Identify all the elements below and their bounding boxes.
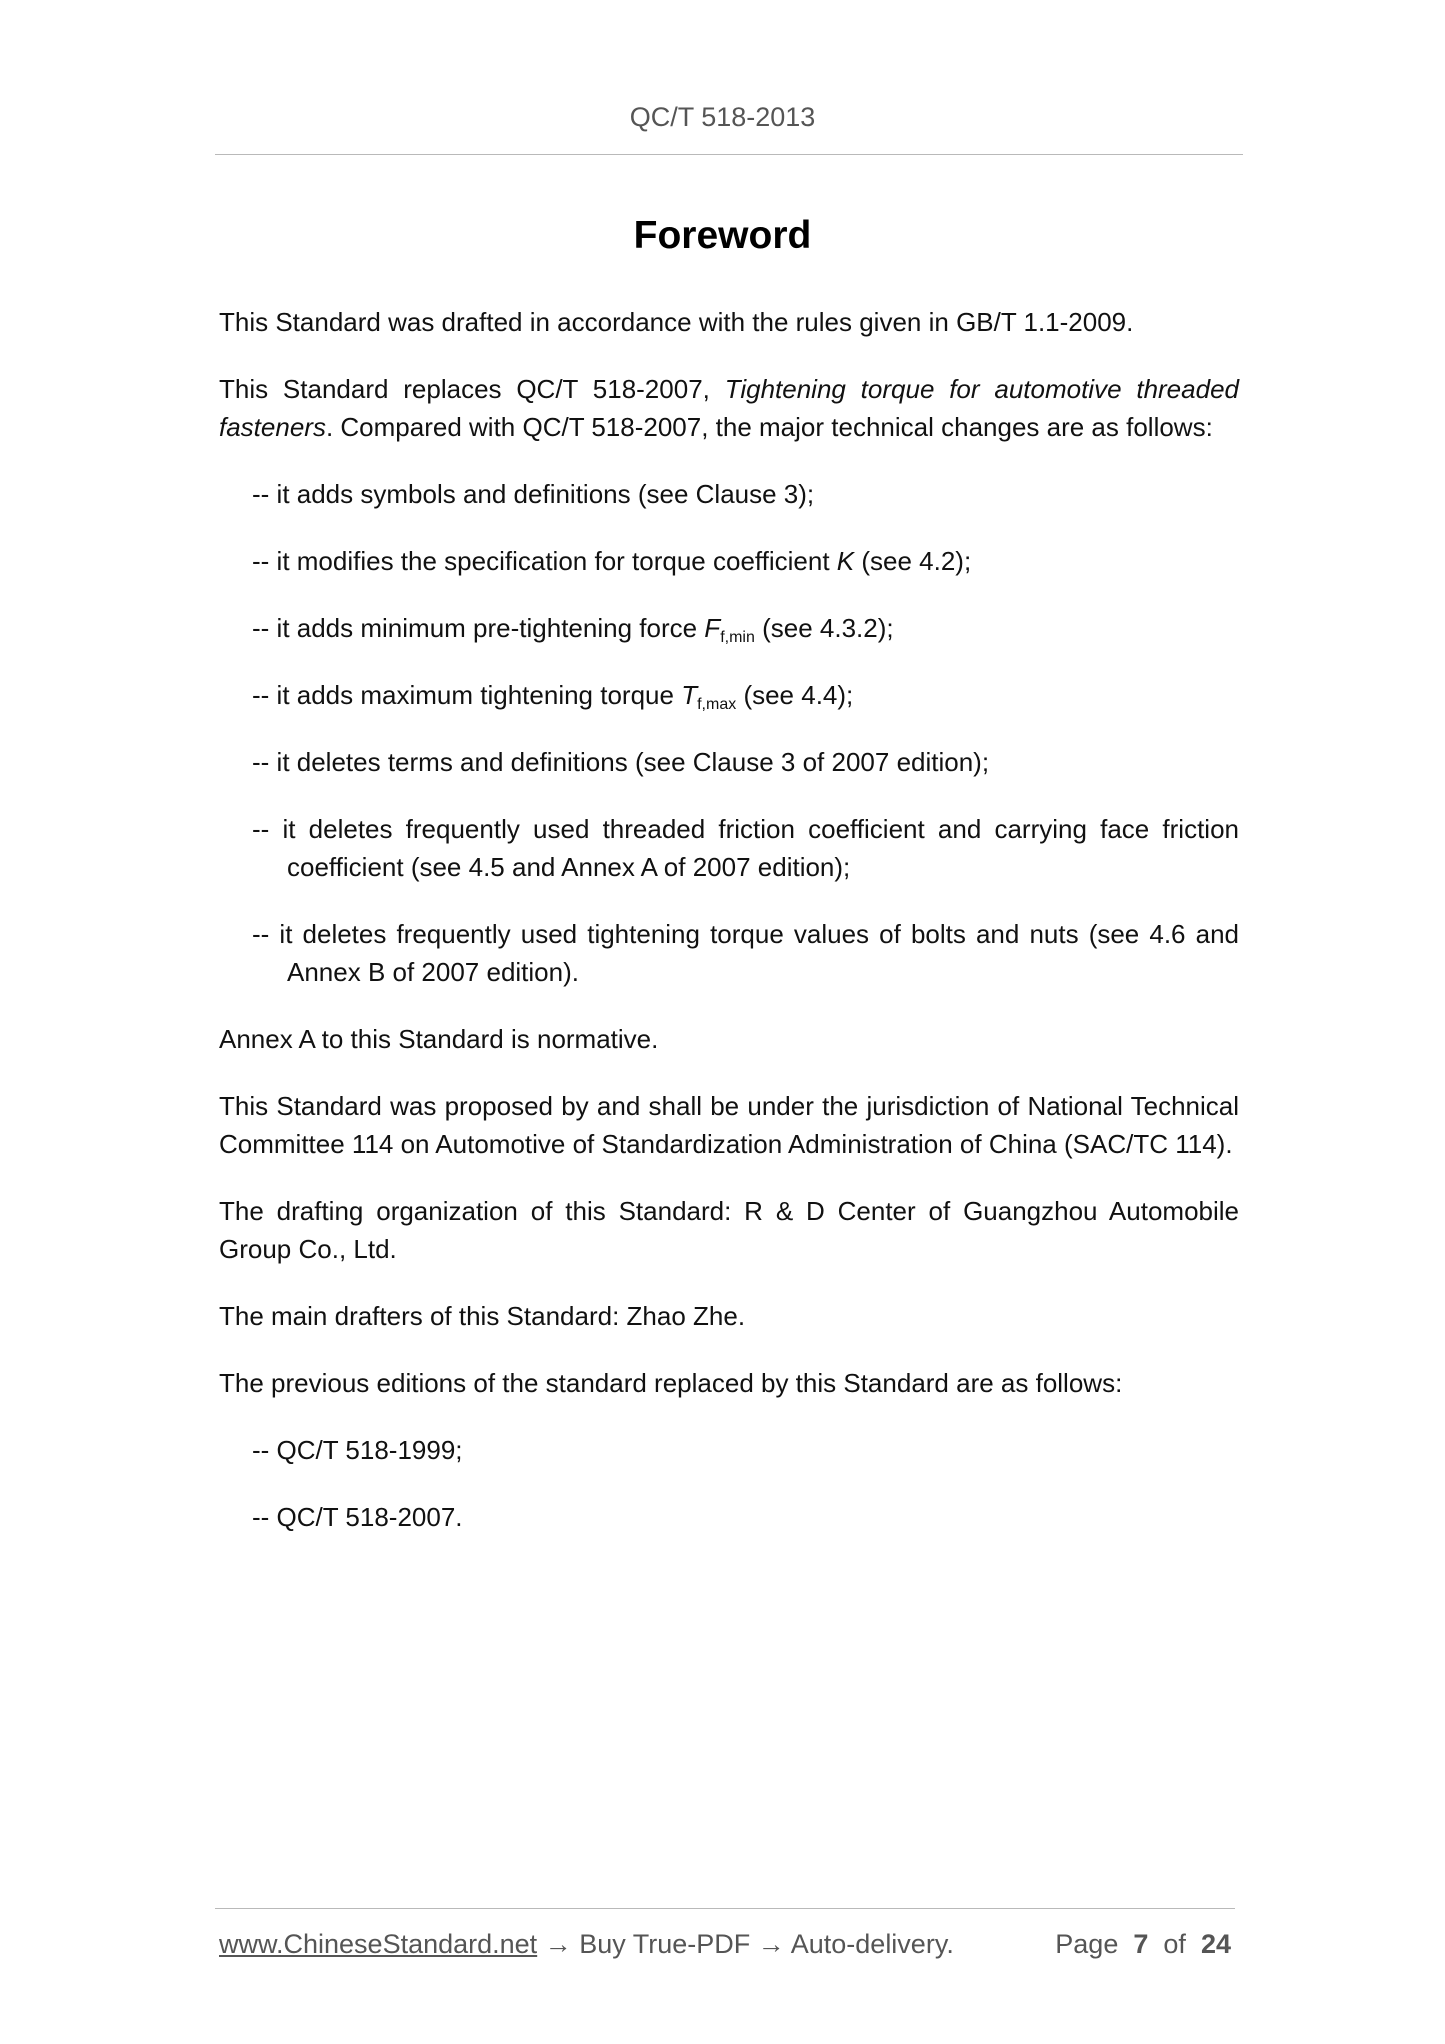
list-item — [219, 542, 1239, 580]
page-total: 24 — [1200, 1929, 1231, 1959]
change-text-after: (see 4.2); — [854, 546, 972, 576]
change-text-before: -- it modifies the specification for torque coefficient — [252, 546, 837, 576]
list-item — [219, 609, 1239, 647]
previous-editions-list — [219, 1431, 1239, 1536]
change-text-after: (see 4.4); — [736, 680, 854, 710]
replaced-standard-title: Tightening torque for automotive threaded fasteners — [219, 374, 1239, 442]
list-item: -- it deletes frequently used threaded friction coefficient and carrying face friction coefficient (see 4.5 and Annex A of 2007 edition); — [252, 814, 1239, 882]
header-divider — [215, 154, 1243, 155]
paragraph-drafting-rules: This Standard was drafted in accordance with the rules given in GB/T 1.1-2009. — [219, 307, 1134, 337]
symbol-torque-coefficient: K — [836, 546, 855, 576]
page-indicator — [1055, 1929, 1231, 1960]
footer-promo-text: → Buy True-PDF → Auto-delivery. — [537, 1929, 954, 1959]
list-item: -- QC/T 518-1999; — [252, 1435, 463, 1465]
paragraph-main-drafters: The main drafters of this Standard: Zhao Zhe. — [219, 1301, 746, 1331]
list-item: -- it deletes terms and definitions (see Clause 3 of 2007 edition); — [252, 747, 990, 777]
change-text-after: (see 4.3.2); — [754, 613, 894, 643]
page-label: Page — [1055, 1929, 1119, 1959]
list-item — [219, 676, 1239, 714]
symbol-pretightening-force: F — [704, 613, 721, 643]
replaces-text-after: . Compared with QC/T 518-2007, the major technical changes are as follows: — [325, 412, 1213, 442]
change-text-before: -- it adds minimum pre-tightening force — [252, 613, 705, 643]
list-item: -- it adds symbols and definitions (see Clause 3); — [252, 479, 815, 509]
page-of-label: of — [1163, 1929, 1186, 1959]
symbol-subscript: f,max — [697, 696, 737, 713]
replaces-text-before: This Standard replaces QC/T 518-2007, — [219, 374, 725, 404]
paragraph-annex: Annex A to this Standard is normative. — [219, 1024, 659, 1054]
list-item: -- QC/T 518-2007. — [252, 1502, 463, 1532]
symbol-subscript: f,min — [720, 629, 755, 646]
foreword-body — [219, 303, 1239, 1565]
website-link[interactable]: www.ChineseStandard.net — [219, 1929, 538, 1959]
paragraph-drafting-organization: The drafting organization of this Standard: R & D Center of Guangzhou Automobile Group Co., Ltd. — [219, 1196, 1239, 1264]
paragraph-replaces — [219, 370, 1239, 446]
footer-divider — [215, 1908, 1235, 1909]
page-title: Foreword — [633, 214, 812, 257]
footer-promo — [219, 1929, 954, 1960]
change-text-before: -- it adds maximum tightening torque — [252, 680, 682, 710]
paragraph-jurisdiction: This Standard was proposed by and shall be under the jurisdiction of National Technical Committee 114 on Automotive of Standardization Administration of China (SAC/TC 114). — [219, 1091, 1239, 1159]
paragraph-previous-editions: The previous editions of the standard replaced by this Standard are as follows: — [219, 1368, 1123, 1398]
header-doc-code: QC/T 518-2013 — [629, 102, 816, 132]
page-current: 7 — [1133, 1929, 1149, 1959]
list-item: -- it deletes frequently used tightening torque values of bolts and nuts (see 4.6 and Annex B of 2007 edition). — [252, 919, 1239, 987]
symbol-tightening-torque: T — [681, 680, 698, 710]
technical-changes-list — [219, 475, 1239, 991]
